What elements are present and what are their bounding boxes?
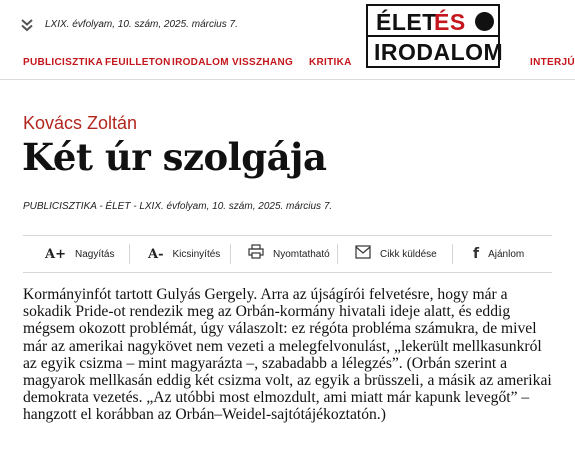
nav-item-kritika[interactable]: KRITIKA xyxy=(309,57,352,68)
enlarge-text-button[interactable] xyxy=(45,236,114,272)
nav-item-irodalom[interactable]: IRODALOM xyxy=(172,57,229,68)
double-chevron-down-icon[interactable] xyxy=(20,18,34,32)
article-title: Két úr szolgája xyxy=(22,135,327,179)
nav-item-publicisztika[interactable]: PUBLICISZTIKA xyxy=(23,57,104,68)
shrink-label: Kicsinyítés xyxy=(172,248,221,260)
nav-item-interju[interactable]: INTERJÚ xyxy=(530,57,575,68)
toolbar-divider xyxy=(230,244,231,264)
article-toolbar xyxy=(23,235,552,273)
print-button[interactable] xyxy=(248,236,330,272)
text-shrink-icon: A- xyxy=(148,246,164,262)
print-label: Nyomtatható xyxy=(273,248,330,260)
nav-item-visszhang[interactable]: VISSZHANG xyxy=(232,57,294,68)
text-enlarge-icon: A+ xyxy=(45,246,66,262)
logo-word-elet: ÉLET xyxy=(376,9,437,35)
nav-item-feuilleton[interactable]: FEUILLETON xyxy=(105,57,171,68)
issue-info: LXIX. évfolyam, 10. szám, 2025. március 7. xyxy=(45,19,238,30)
toolbar-divider xyxy=(129,244,130,264)
enlarge-label: Nagyítás xyxy=(74,248,115,260)
toolbar-divider xyxy=(452,244,453,264)
logo-word-irodalom: IRODALOM xyxy=(374,39,504,65)
recommend-label: Ajánlom xyxy=(488,248,525,260)
article-meta: PUBLICISZTIKA - ÉLET - LXIX. évfolyam, 10. szám, 2025. március 7. xyxy=(23,201,333,212)
main-nav xyxy=(0,53,575,73)
facebook-icon: f xyxy=(473,246,480,262)
send-label: Cikk küldése xyxy=(380,248,437,260)
send-article-button[interactable] xyxy=(355,236,437,272)
logo-top-box xyxy=(366,4,500,37)
shrink-text-button[interactable] xyxy=(148,236,220,272)
toolbar-divider xyxy=(337,244,338,264)
article-author[interactable]: Kovács Zoltán xyxy=(23,113,138,133)
logo-dot-icon xyxy=(475,12,494,31)
recommend-button[interactable] xyxy=(473,236,524,272)
article-body: Kormányinfót tartott Gulyás Gergely. Arra az újságírói felvetésre, hogy már a sokadik Pride-ot rendezik meg az Orbán-kormány hivatali ideje alatt, és eddig mégsem okozott problémát, úgy válaszolt: ez régóta probléma számukra, de mivel már az amerikai nagykövet nem vezeti a melegfelvonulást, „lekerült mellkasunkról az egyik csizma – mint magyarázta –, szabadabb a lélegzés”. (Orbán szerint a magyarok mellkasán eddig két csizma volt, az egyik a brüsszeli, a másik az amerikai demokrata vezetés. „Az utóbbi most elmozdult, ami miatt már kapunk levegőt” – hangzott el korábban az Orbán–Weidel-sajtótájékoztatón.) xyxy=(23,286,552,424)
logo-word-es: ÉS xyxy=(434,9,466,35)
nav-divider xyxy=(0,79,575,80)
printer-icon xyxy=(248,244,264,264)
envelope-icon xyxy=(355,245,371,264)
